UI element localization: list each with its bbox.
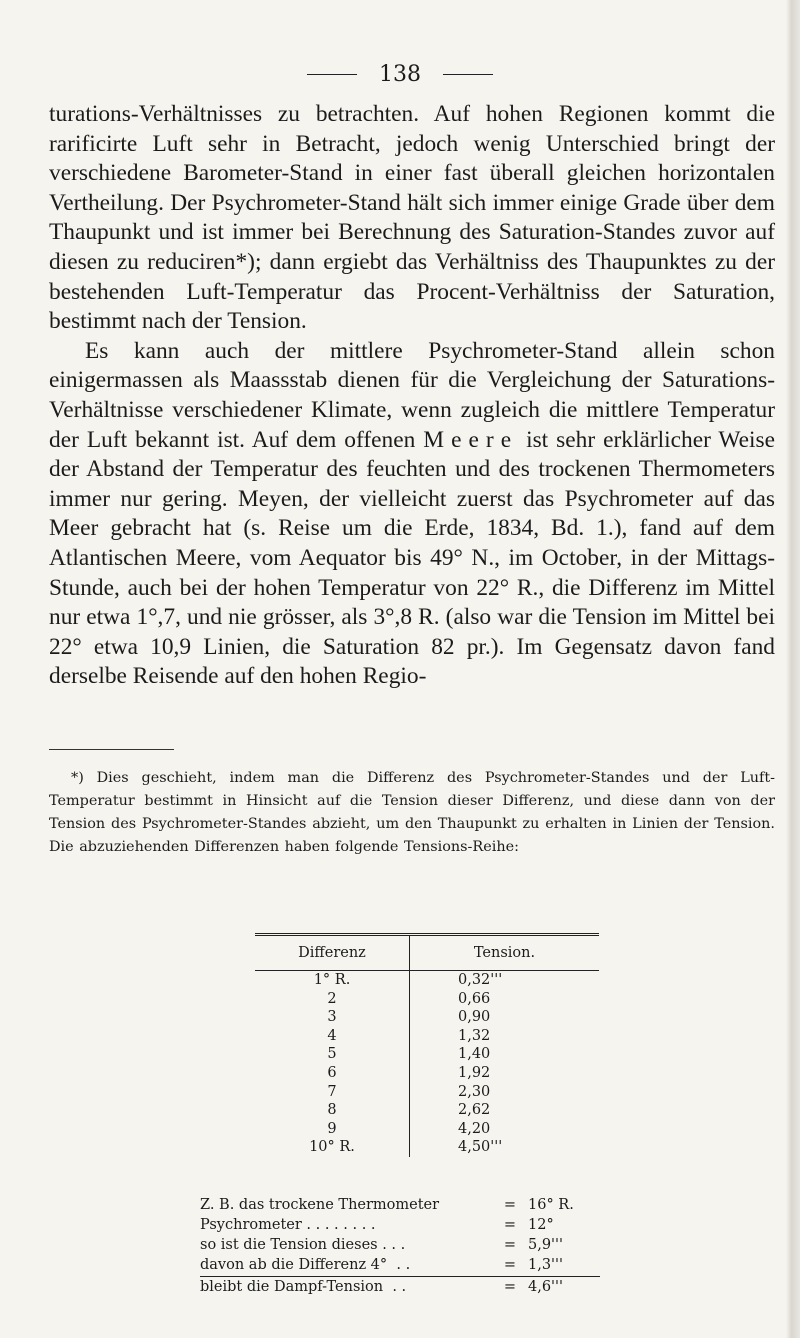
- example-row: [200, 1215, 600, 1235]
- table-row: [255, 1120, 599, 1139]
- example-row: [200, 1195, 600, 1215]
- differenz-cell: 9: [255, 1120, 410, 1139]
- example-value: 1,3''': [528, 1257, 564, 1273]
- differenz-cell: 10° R.: [255, 1138, 410, 1157]
- differenz-cell: 4: [255, 1027, 410, 1046]
- table-row: [255, 1138, 599, 1157]
- header-dash-right: [443, 74, 493, 75]
- example-row: [200, 1235, 600, 1255]
- footnote: [49, 767, 775, 859]
- table-header-row: [255, 935, 599, 971]
- tension-cell: 0,66: [458, 990, 491, 1007]
- header-differenz: Differenz: [255, 935, 410, 971]
- table-row: [255, 1064, 599, 1083]
- example-label: Z. B. das trockene Thermometer: [200, 1197, 440, 1213]
- footnote-text: *) Dies geschieht, indem man die Differenz des Psychrometer-Standes und der Luft-Temperatur bestimmt in Hinsicht auf die Tension dieser Differenz, und diese dann von der Tension des Psychrometer-Standes abzieht, um den Thaupunkt zu erhalten in Linien der Tension. Die abzuziehenden Differenzen haben folgende Tensions-Reihe:: [49, 770, 775, 855]
- differenz-cell: 1° R.: [255, 971, 410, 990]
- emphasis-meere: Meere: [423, 426, 519, 453]
- example-equals: =: [503, 1197, 517, 1213]
- table-row: [255, 1027, 599, 1046]
- page-header: [0, 62, 800, 87]
- tension-cell: 4,20: [458, 1120, 491, 1137]
- paragraph-2: [49, 337, 775, 692]
- example-value: 5,9''': [528, 1237, 564, 1253]
- table-row: [255, 1008, 599, 1027]
- example-result-value: 4,6''': [528, 1279, 564, 1295]
- example-label: davon ab die Differenz 4° . .: [200, 1257, 411, 1273]
- differenz-cell: 2: [255, 990, 410, 1009]
- differenz-cell: 5: [255, 1045, 410, 1064]
- paragraph-2-part-b: ist sehr erklärlicher Weise der Abstand der Temperatur des feuchten und des trockenen Thermometers immer nur gering. Meyen, der vielleicht zuerst das Psychrometer auf das Meer gebracht hat (s. Reise um die Erde, 1834, Bd. 1.), fand auf dem Atlantischen Meere, vom Aequator bis 49° N., im October, in der Mittags-Stunde, auch bei der hohen Temperatur von 22° R., die Differenz im Mittel nur etwa 1°,7, und nie grösser, als 3°,8 R. (also war die Tension im Mittel bei 22° etwa 10,9 Linien, die Saturation 82 pr.). Im Gegensatz davon fand derselbe Reisende auf den hohen Regio-: [49, 426, 775, 690]
- example-equals: =: [503, 1237, 517, 1253]
- example-result-equals: =: [503, 1279, 517, 1295]
- page-number: 138: [379, 62, 421, 87]
- table-row: [255, 1045, 599, 1064]
- tension-cell: 0,90: [458, 1009, 491, 1026]
- example-value: 16° R.: [528, 1197, 574, 1213]
- main-text: [49, 100, 775, 692]
- example-row: [200, 1255, 600, 1275]
- header-tension: Tension.: [410, 935, 600, 971]
- example-label: so ist die Tension dieses . . .: [200, 1237, 406, 1253]
- table-row: [255, 1083, 599, 1102]
- example-equals: =: [503, 1217, 517, 1233]
- tension-table: [255, 933, 599, 1157]
- differenz-cell: 8: [255, 1101, 410, 1120]
- paragraph-2-part-a: Es kann auch der mittlere Psychrometer-Stand allein schon einigermassen als Maassstab dienen für die Vergleichung der Saturations-Verhältnisse verschiedener Klimate, wenn zugleich die mittlere Temperatur der Luft bekannt ist. Auf dem offenen: [49, 337, 775, 453]
- differenz-cell: 7: [255, 1083, 410, 1102]
- paragraph-1: turations-Verhältnisses zu betrachten. Auf hohen Regionen kommt die rarificirte Luft sehr in Betracht, jedoch wenig Unterschied bringt der verschiedene Barometer-Stand in einer fast überall gleichen horizontalen Vertheilung. Der Psychrometer-Stand hält sich immer einige Grade über dem Thaupunkt und ist immer bei Berechnung des Saturation-Standes zuvor auf diesen zu reduciren*); dann ergiebt das Verhältniss des Thaupunktes zu der bestehenden Luft-Temperatur das Procent-Verhältniss der Saturation, bestimmt nach der Tension.: [49, 101, 775, 335]
- page-edge: [786, 0, 800, 1338]
- example-result-row: [200, 1277, 600, 1297]
- footnote-separator: [49, 749, 174, 750]
- tension-cell: 1,32: [458, 1027, 491, 1044]
- tension-cell: 0,32''': [458, 972, 503, 988]
- example-result-label: bleibt die Dampf-Tension . .: [200, 1279, 407, 1295]
- table-row: [255, 971, 599, 990]
- tension-cell: 1,92: [458, 1064, 491, 1081]
- example-equals: =: [503, 1257, 517, 1273]
- example-value: 12°: [528, 1217, 554, 1233]
- tension-cell: 2,30: [458, 1083, 491, 1100]
- tension-cell: 4,50''': [458, 1139, 503, 1156]
- header-dash-left: [307, 74, 357, 75]
- table-row: [255, 1101, 599, 1120]
- differenz-cell: 3: [255, 1008, 410, 1027]
- tension-cell: 1,40: [458, 1046, 491, 1063]
- differenz-cell: 6: [255, 1064, 410, 1083]
- example-calculation: [200, 1195, 600, 1297]
- table-row: [255, 990, 599, 1009]
- example-label: Psychrometer . . . . . . . .: [200, 1217, 376, 1233]
- tension-cell: 2,62: [458, 1102, 491, 1119]
